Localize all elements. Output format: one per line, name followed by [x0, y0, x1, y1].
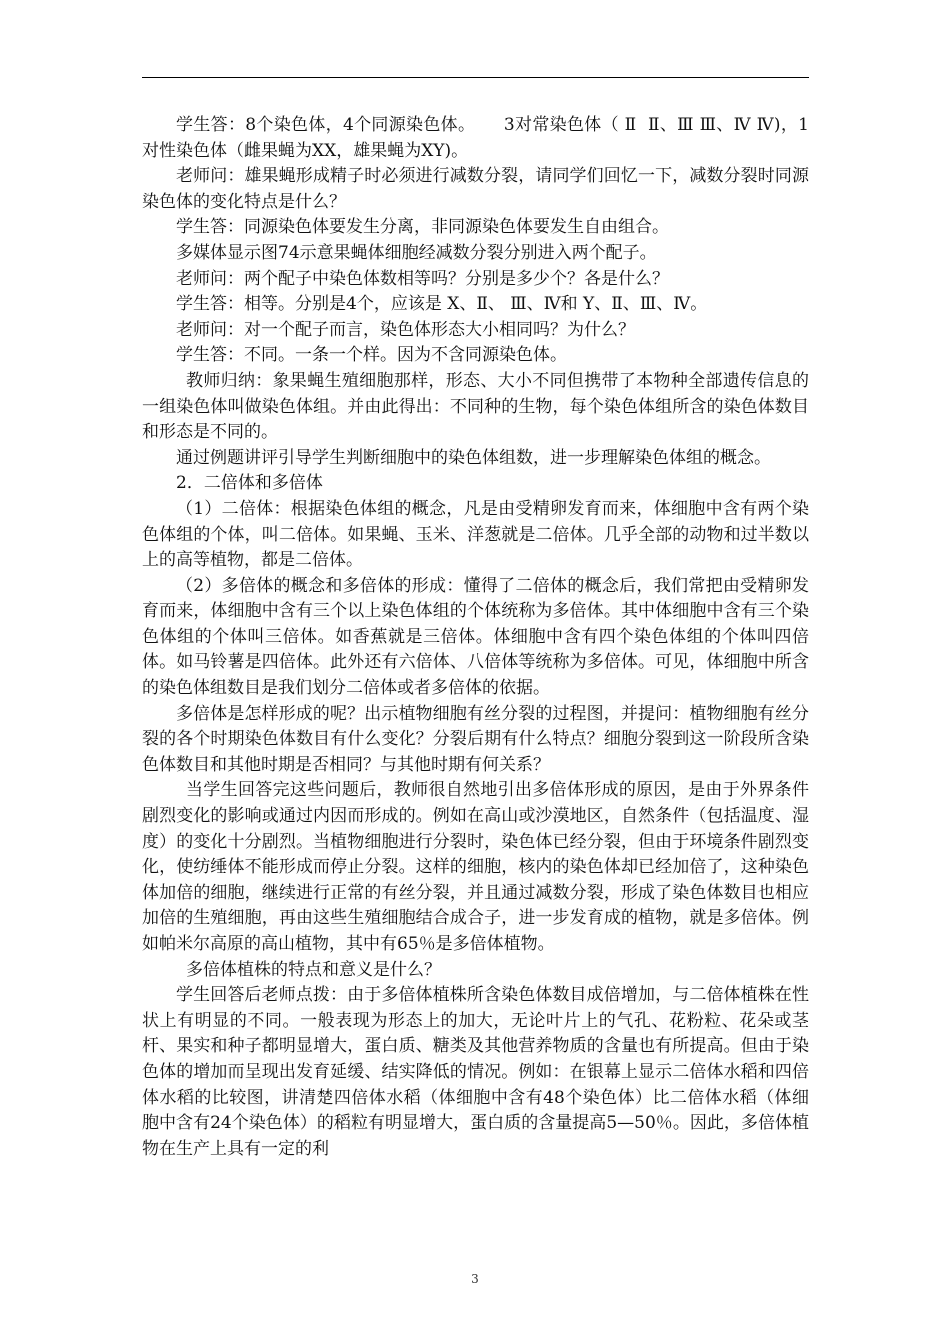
paragraph: 学生答：同源染色体要发生分离，非同源染色体要发生自由组合。 — [176, 217, 669, 238]
paragraph: 老师问：两个配子中染色体数相等吗？分别是多少个？各是什么？ — [176, 268, 669, 289]
paragraph: 教师归纳：象果蝇生殖细胞那样，形态、大小不同但携带了本物种全部遗传信息的一组染色体叫做染色体组。并由此得出：不同种的生物，每个染色体组所含的染色体数目和形态是不同的。 — [142, 370, 809, 443]
paragraph: （2）多倍体的概念和多倍体的形成：懂得了二倍体的概念后，我们常把由受精卵发育而来，体细胞中含有三个以上染色体组的个体统称为多倍体。其中体细胞中含有三个染色体组的个体叫三倍体。如香蕉就是三倍体。体细胞中含有四个染色体组的个体叫四倍体。如马铃薯是四倍体。此外还有六倍体、八倍体等统称为多倍体。可见，体细胞中所含的染色体组数目是我们划分二倍体或者多倍体的依据。 — [142, 575, 809, 699]
paragraph: 多倍体是怎样形成的呢？出示植物细胞有丝分裂的过程图，并提问：植物细胞有丝分裂的各个时期染色体数目有什么变化？分裂后期有什么特点？细胞分裂到这一阶段所含染色体数目和其他时期是否相同？与其他时期有何关系？ — [142, 703, 809, 775]
header-rule — [142, 77, 809, 78]
paragraph: 学生答：不同。一条一个样。因为不含同源染色体。 — [176, 345, 567, 366]
paragraph: 多媒体显示图74示意果蝇体细胞经减数分裂分别进入两个配子。 — [176, 242, 657, 263]
paragraph: 学生答：8个染色体，4个同源染色体。 3对常染色体（ Ⅱ Ⅱ、Ⅲ Ⅲ、Ⅳ Ⅳ)，1对性染色体（雌果蝇为XX，雄果蝇为XY)。 — [142, 115, 809, 161]
paragraph: 多倍体植株的特点和意义是什么？ — [186, 959, 441, 980]
paragraph: 通过例题讲评引导学生判断细胞中的染色体组数，进一步理解染色体组的概念。 — [176, 447, 771, 468]
paragraph: 老师问：对一个配子而言，染色体形态大小相同吗？为什么？ — [176, 319, 635, 340]
page-number: 3 — [471, 1272, 479, 1286]
paragraph: 学生答：相等。分别是4个，应该是 X、Ⅱ、 Ⅲ、Ⅳ和 Y、Ⅱ、Ⅲ、Ⅳ。 — [176, 294, 708, 315]
paragraph: 学生回答后老师点拨：由于多倍体植株所含染色体数目成倍增加，与二倍体植株在性状上有明显的不同。一般表现为形态上的加大，无论叶片上的气孔、花粉粒、花朵或茎杆、果实和种子都明显增大，蛋白质、糖类及其他营养物质的含量也有所提高。但由于染色体的增加而呈现出发育延缓、结实降低的情况。例如：在银幕上显示二倍体水稻和四倍体水稻的比较图，讲清楚四倍体水稻（体细胞中含有48个染色体）比二倍体水稻（体细胞中含有24个染色体）的稻粒有明显增大，蛋白质的含量提高5—50％。因此，多倍体植物在生产上具有一定的利 — [142, 985, 809, 1159]
paragraph: （1）二倍体：根据染色体组的概念，凡是由受精卵发育而来，体细胞中含有两个染色体组的个体，叫二倍体。如果蝇、玉米、洋葱就是二倍体。几乎全部的动物和过半数以上的高等植物，都是二倍体。 — [142, 498, 809, 571]
paragraph: 当学生回答完这些问题后，教师很自然地引出多倍体形成的原因，是由于外界条件剧烈变化的影响或通过内因而形成的。例如在高山或沙漠地区，自然条件（包括温度、湿度）的变化十分剧烈。当植物细胞进行分裂时，染色体已经分裂，但由于环境条件剧烈变化，使纺缍体不能形成而停止分裂。这样的细胞，核内的染色体却已经加倍了，这种染色体加倍的细胞，继续进行正常的有丝分裂，并且通过减数分裂，形成了染色体数目也相应加倍的生殖细胞，再由这些生殖细胞结合成合子，进一步发育成的植物，就是多倍体。例如帕米尔高原的高山植物，其中有65％是多倍体植物。 — [142, 780, 809, 954]
paragraph: 老师问：雄果蝇形成精子时必须进行减数分裂，请同学们回忆一下，减数分裂时同源染色体的变化特点是什么？ — [142, 166, 809, 212]
document-body — [142, 113, 809, 1162]
section-heading: 2．二倍体和多倍体 — [176, 473, 323, 494]
